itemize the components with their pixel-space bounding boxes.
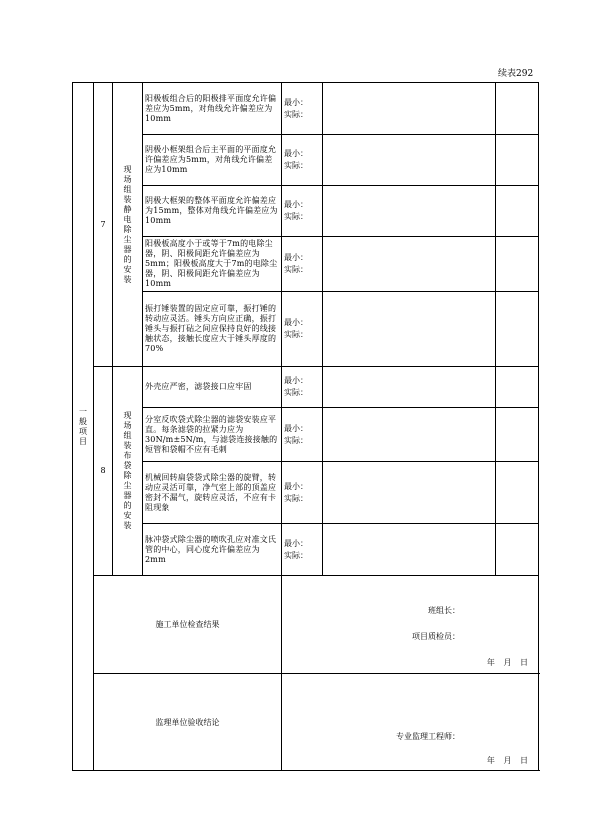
result-cell[interactable] xyxy=(323,83,496,135)
supervising-engineer-label: 专业监理工程师： xyxy=(396,732,460,741)
item-number-7: 7 xyxy=(94,83,113,367)
result-cell[interactable] xyxy=(323,186,496,237)
result-cell[interactable] xyxy=(323,237,496,292)
remark-cell[interactable] xyxy=(496,237,539,292)
result-cell[interactable] xyxy=(323,462,496,524)
measure-labels: 最小： 实际： xyxy=(282,367,323,408)
requirement-text: 外壳应严密，滤袋接口应牢固 xyxy=(143,367,282,408)
remark-cell[interactable] xyxy=(496,367,539,408)
inspection-form-table xyxy=(72,82,539,771)
measure-labels: 最小： 实际： xyxy=(282,135,323,186)
requirement-text: 阳极板高度小于或等于7m的电除尘器，阴、阳极间距允许偏差应为5mm；阳极板高度大于7m的电除尘器，阴、阳极间距允许偏差应为10mm xyxy=(143,237,282,292)
measure-labels: 最小： 实际： xyxy=(282,292,323,367)
construction-result-area[interactable] xyxy=(282,576,539,674)
supervision-conclusion-label: 监理单位验收结论 xyxy=(94,674,282,771)
remark-cell[interactable] xyxy=(496,135,539,186)
remark-cell[interactable] xyxy=(496,83,539,135)
measure-labels: 最小： 实际： xyxy=(282,462,323,524)
requirement-text: 分室反吹袋式除尘器的滤袋安装应平直。每条滤袋的拉紧力应为30N/m±5N/m，与滤袋连接接触的短管和袋帽不应有毛刺 xyxy=(143,408,282,462)
measure-labels: 最小： 实际： xyxy=(282,186,323,237)
measure-labels: 最小： 实际： xyxy=(282,83,323,135)
requirement-text: 机械回转扁袋袋式除尘器的旋臂，转动应灵活可靠，净气室上部的顶盖应密封不漏气，旋转应灵活，不应有卡阻现象 xyxy=(143,462,282,524)
result-cell[interactable] xyxy=(323,524,496,576)
item-name-7: 现场组装静电除尘器的安装 xyxy=(113,83,143,367)
item-name-8: 现场组装布袋除尘器的安装 xyxy=(113,367,143,576)
supervision-conclusion-area[interactable] xyxy=(282,674,539,771)
remark-cell[interactable] xyxy=(496,186,539,237)
requirement-text: 脉冲袋式除尘器的喷吹孔应对准文氏管的中心，同心度允许偏差应为2mm xyxy=(143,524,282,576)
remark-cell[interactable] xyxy=(496,524,539,576)
measure-labels: 最小： 实际： xyxy=(282,237,323,292)
qc-inspector-label: 项目质检员： xyxy=(412,632,460,641)
requirement-text: 阴极小框架组合后主平面的平面度允许偏差应为5mm，对角线允许偏差应为10mm xyxy=(143,135,282,186)
remark-cell[interactable] xyxy=(496,292,539,367)
item-number-8: 8 xyxy=(94,367,113,576)
requirement-text: 振打锤装置的固定应可靠，振打锤的转动应灵活。锤头方向应正确，振打锤头与振打砧之间应保持良好的线接触状态，接触长度应大于锤头厚度的70% xyxy=(143,292,282,367)
category-cell: 一般项目 xyxy=(73,83,94,771)
supervision-date: 年 月 日 xyxy=(486,756,528,765)
remark-cell[interactable] xyxy=(496,462,539,524)
construction-date: 年 月 日 xyxy=(486,658,528,667)
requirement-text: 阳极板组合后的阳极排平面度允许偏差应为5mm，对角线允许偏差应为10mm xyxy=(143,83,282,135)
result-cell[interactable] xyxy=(323,408,496,462)
team-leader-label: 班组长： xyxy=(428,606,460,615)
result-cell[interactable] xyxy=(323,367,496,408)
measure-labels: 最小： 实际： xyxy=(282,408,323,462)
construction-result-label: 施工单位检查结果 xyxy=(94,576,282,674)
measure-labels: 最小： 实际： xyxy=(282,524,323,576)
result-cell[interactable] xyxy=(323,292,496,367)
result-cell[interactable] xyxy=(323,135,496,186)
requirement-text: 阴极大框架的整体平面度允许偏差应为15mm，整体对角线允许偏差应为10mm xyxy=(143,186,282,237)
remark-cell[interactable] xyxy=(496,408,539,462)
continued-table-label: 续表292 xyxy=(498,69,534,79)
